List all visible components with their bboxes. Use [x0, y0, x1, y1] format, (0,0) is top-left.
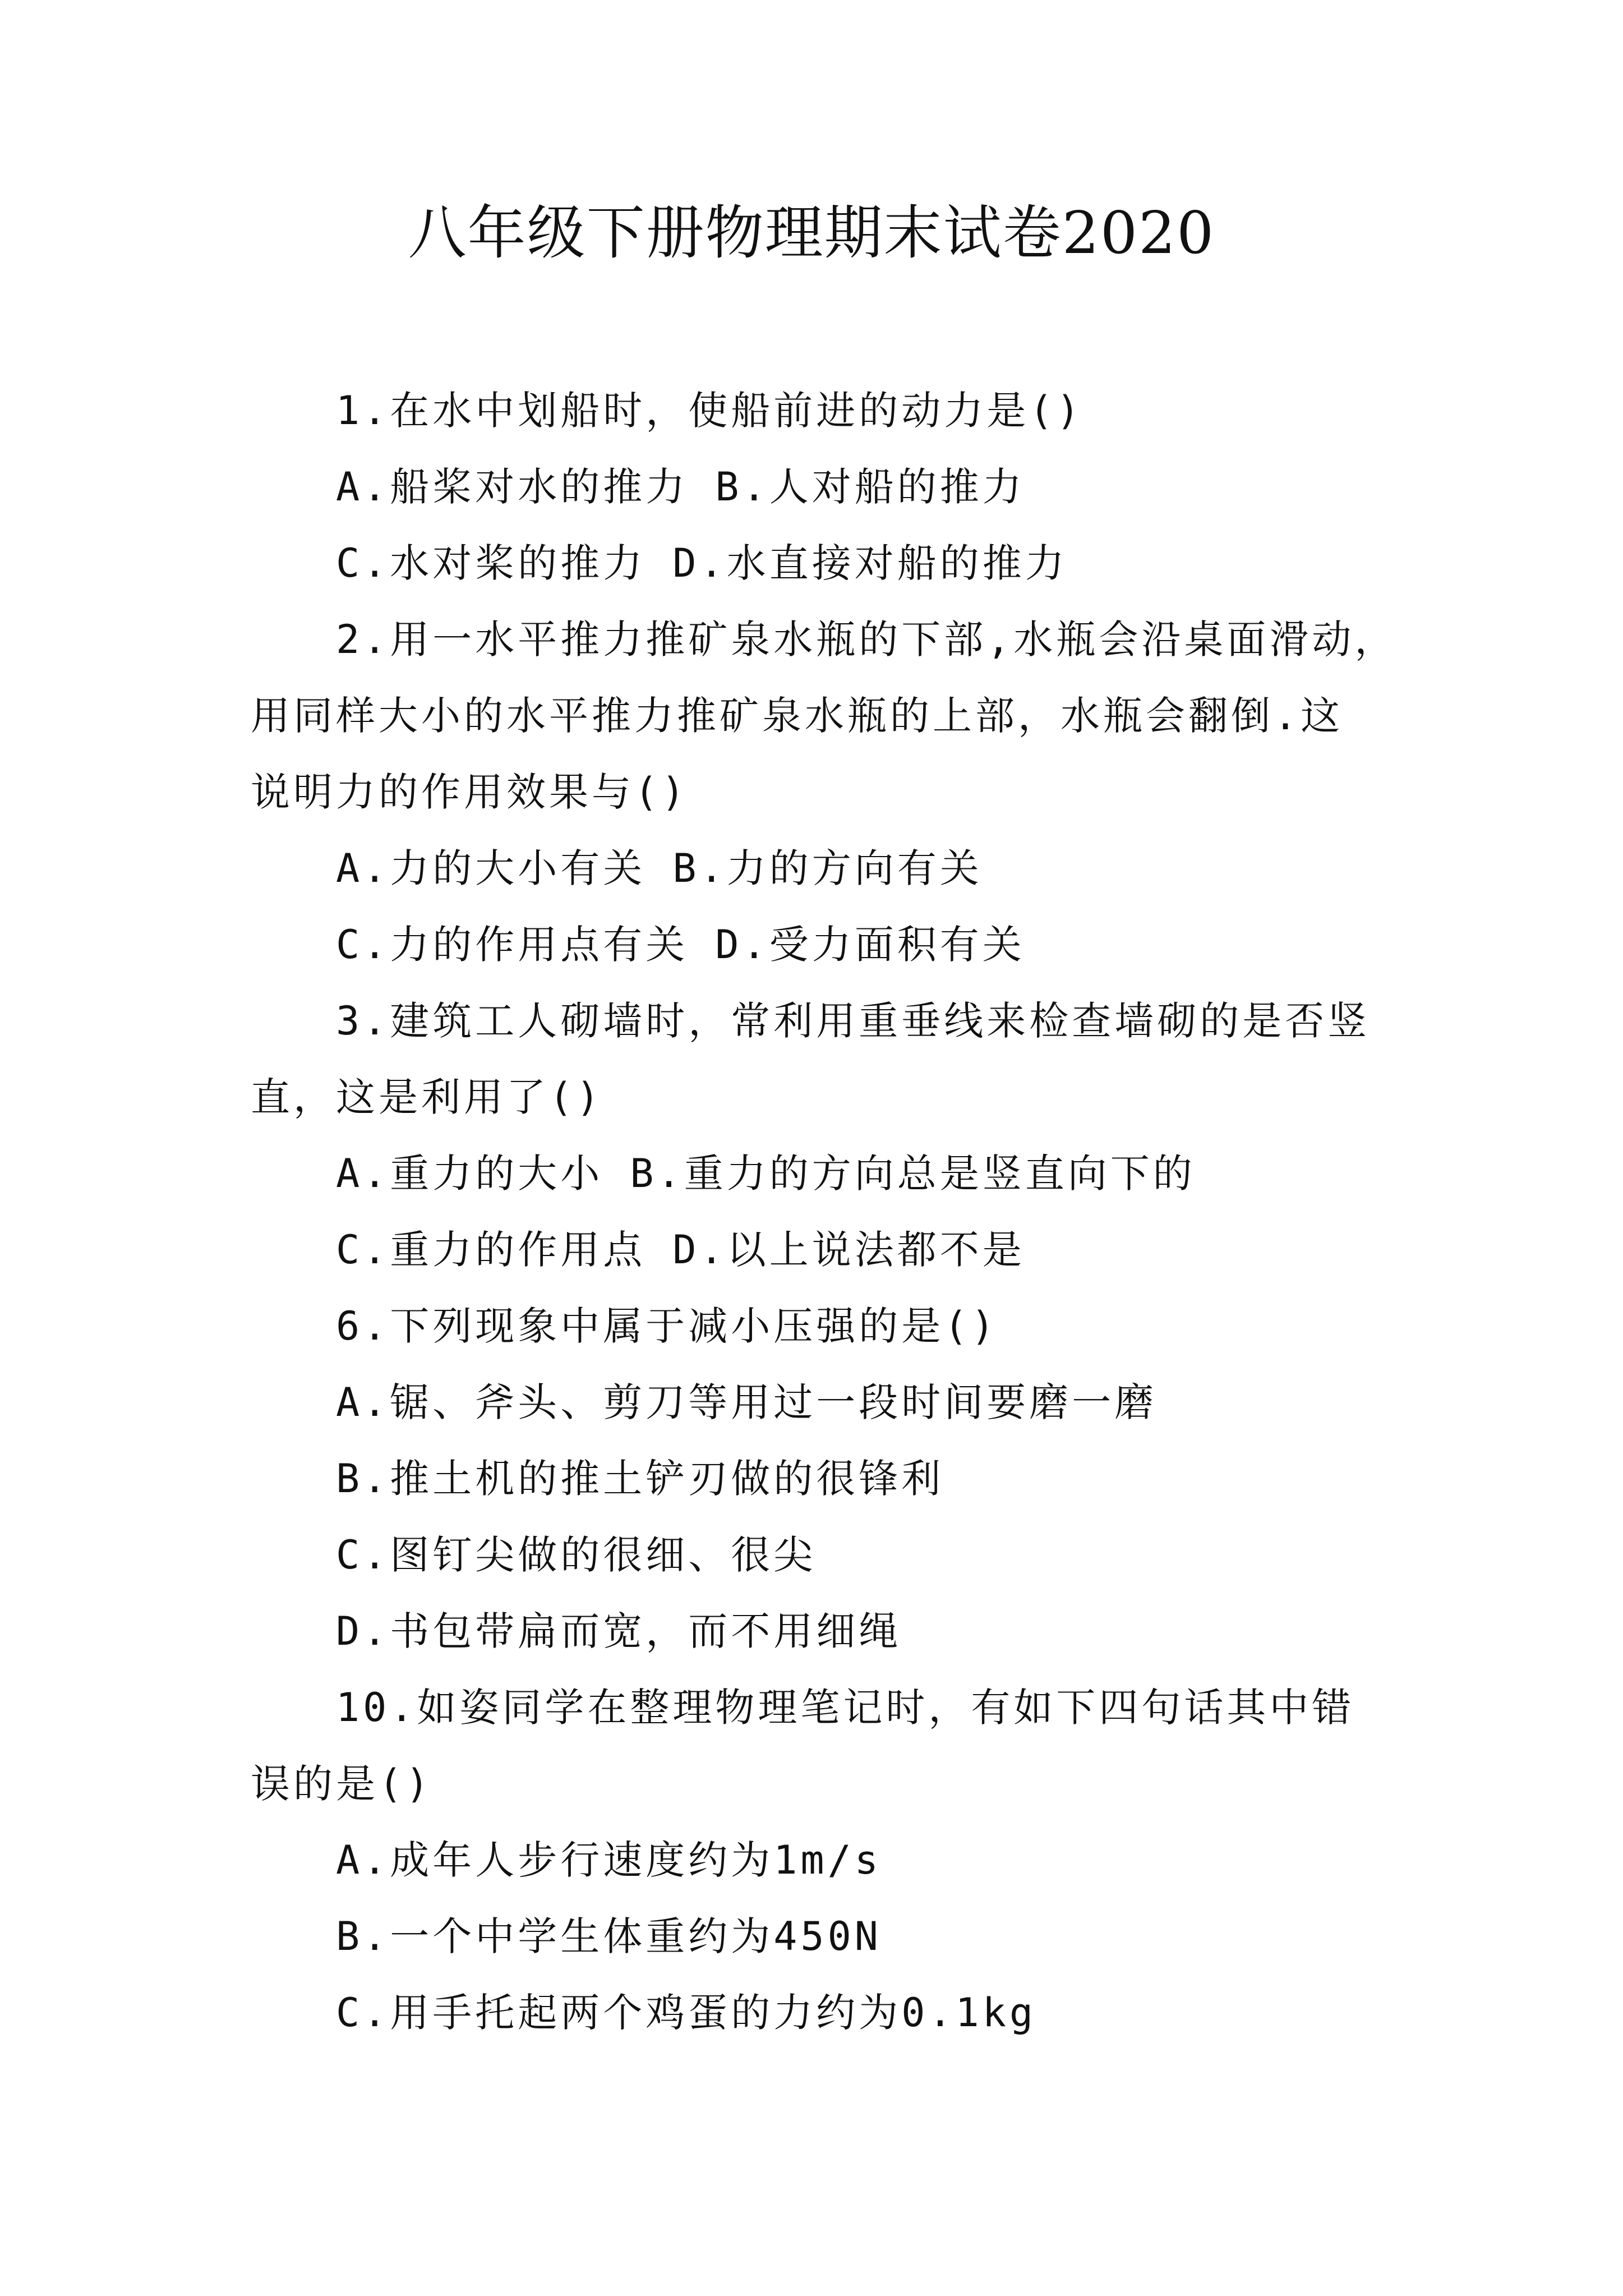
question-10-stem-line-2: 误的是()	[251, 1761, 433, 1807]
question-6-option-b: B.推土机的推土铲刃做的很锋利	[336, 1456, 944, 1502]
question-3-stem-line-2: 直，这是利用了()	[251, 1074, 603, 1120]
question-2-options-cd: C.力的作用点有关 D.受力面积有关	[336, 922, 1025, 968]
question-2-stem-line-1: 2.用一水平推力推矿泉水瓶的下部,水瓶会沿桌面滑动，	[336, 616, 1398, 662]
document-body	[251, 372, 1398, 2051]
question-6-stem: 6.下列现象中属于减小压强的是()	[336, 1303, 998, 1349]
question-3-options-cd: C.重力的作用点 D.以上说法都不是	[336, 1227, 1025, 1273]
question-1-options-ab: A.船桨对水的推力 B.人对船的推力	[336, 464, 1025, 510]
question-10-option-b: B.一个中学生体重约为450N	[336, 1913, 882, 1959]
question-2-stem-line-2: 用同样大小的水平推力推矿泉水瓶的上部，水瓶会翻倒.这	[251, 693, 1344, 739]
question-6-option-d: D.书包带扁而宽，而不用细绳	[336, 1608, 902, 1654]
question-10-option-c: C.用手托起两个鸡蛋的力约为0.1kg	[336, 1990, 1037, 2036]
question-10-option-a: A.成年人步行速度约为1m/s	[336, 1837, 882, 1883]
question-1-stem: 1.在水中划船时，使船前进的动力是()	[336, 388, 1083, 434]
question-3-stem-line-1: 3.建筑工人砌墙时，常利用重垂线来检查墙砌的是否竖	[336, 998, 1371, 1044]
question-2-stem-line-3: 说明力的作用效果与()	[251, 769, 689, 815]
document-title: 八年级下册物理期末试卷2020	[408, 199, 1215, 267]
question-3-options-ab: A.重力的大小 B.重力的方向总是竖直向下的	[336, 1151, 1196, 1197]
question-1-options-cd: C.水对桨的推力 D.水直接对船的推力	[336, 540, 1068, 586]
question-6-option-c: C.图钉尖做的很细、很尖	[336, 1532, 817, 1578]
question-6-option-a: A.锯、斧头、剪刀等用过一段时间要磨一磨	[336, 1379, 1158, 1425]
question-2-options-ab: A.力的大小有关 B.力的方向有关	[336, 845, 983, 891]
question-10-stem-line-1: 10.如姿同学在整理物理笔记时，有如下四句话其中错	[336, 1685, 1355, 1731]
